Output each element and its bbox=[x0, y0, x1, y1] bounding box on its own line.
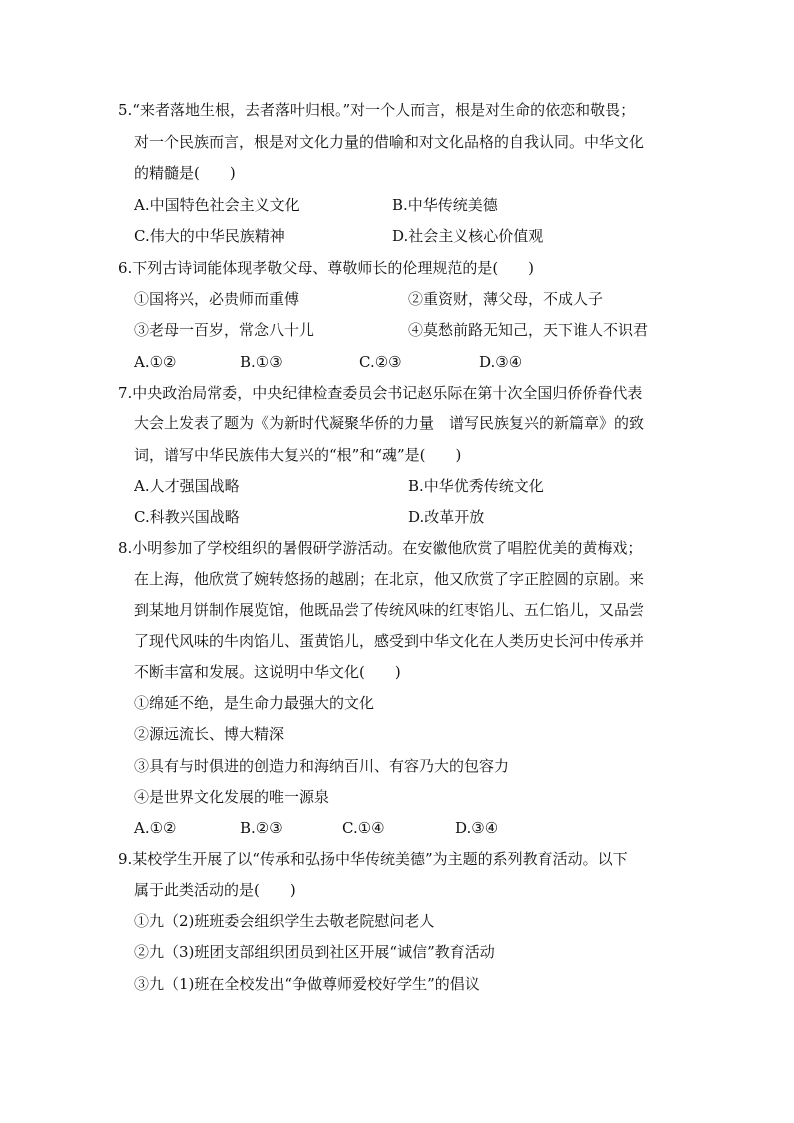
q8-item-4: ④是世界文化发展的唯一源泉 bbox=[134, 788, 330, 806]
q7-option-a: A.人才强国战略 bbox=[134, 477, 240, 495]
q8-option-a: A.①② bbox=[134, 819, 177, 837]
q8-stem-line-4: 了现代风味的牛肉馅儿、蛋黄馅儿，感受到中华文化在人类历史长河中传承并 bbox=[134, 632, 645, 650]
q6-item-4: ④莫愁前路无知己，天下谁人不识君 bbox=[408, 321, 649, 339]
q5-option-d: D.社会主义核心价值观 bbox=[392, 227, 544, 245]
q6-item-2: ②重资财，薄父母，不成人子 bbox=[408, 290, 604, 308]
q9-item-1: ①九（2)班班委会组织学生去敬老院慰问老人 bbox=[134, 912, 435, 930]
q7-option-d: D.改革开放 bbox=[408, 508, 485, 526]
q6-item-1: ①国将兴，必贵师而重傅 bbox=[134, 290, 300, 308]
q7-stem-line-1: 7.中央政治局常委，中央纪律检查委员会书记赵乐际在第十次全国归侨侨眷代表 bbox=[118, 384, 643, 402]
q8-option-c: C.①④ bbox=[342, 819, 385, 837]
q5-option-c: C.伟大的中华民族精神 bbox=[134, 227, 285, 245]
q5-stem-line-3: 的精髓是( ) bbox=[134, 164, 236, 182]
q6-option-d: D.③④ bbox=[479, 353, 523, 371]
q8-item-2: ②源远流长、博大精深 bbox=[134, 725, 285, 743]
q8-stem-line-5: 不断丰富和发展。这说明中华文化( ) bbox=[134, 663, 401, 681]
q7-option-b: B.中华优秀传统文化 bbox=[408, 477, 544, 495]
q8-option-b: B.②③ bbox=[240, 819, 283, 837]
q8-stem-line-2: 在上海，他欣赏了婉转悠扬的越剧；在北京，他又欣赏了字正腔圆的京剧。来 bbox=[134, 570, 645, 588]
q9-item-2: ②九（3)班团支部组织团员到社区开展“诚信”教育活动 bbox=[134, 943, 495, 961]
q9-stem-line-2: 属于此类活动的是( ) bbox=[134, 881, 296, 899]
q8-stem-line-1: 8.小明参加了学校组织的暑假研学游活动。在安徽他欣赏了唱腔优美的黄梅戏； bbox=[118, 539, 643, 557]
q8-option-d: D.③④ bbox=[455, 819, 499, 837]
q7-stem-line-3: 词，谱写中华民族伟大复兴的“根”和“魂”是( ) bbox=[134, 446, 462, 464]
q5-option-b: B.中华传统美德 bbox=[392, 196, 498, 214]
q6-stem-line-1: 6.下列古诗词能体现孝敬父母、尊敬师长的伦理规范的是( ) bbox=[118, 259, 535, 277]
q9-stem-line-1: 9.某校学生开展了以“传承和弘扬中华传统美德”为主题的系列教育活动。以下 bbox=[118, 850, 628, 868]
q6-option-a: A.①② bbox=[134, 353, 177, 371]
q7-stem-line-2: 大会上发表了题为《为新时代凝聚华侨的力量 谱写民族复兴的新篇章》的致 bbox=[134, 414, 645, 432]
q6-option-b: B.①③ bbox=[240, 353, 283, 371]
q5-option-a: A.中国特色社会主义文化 bbox=[134, 196, 300, 214]
q6-item-3: ③老母一百岁，常念八十儿 bbox=[134, 321, 315, 339]
q8-item-3: ③具有与时俱进的创造力和海纳百川、有容乃大的包容力 bbox=[134, 757, 510, 775]
q8-item-1: ①绵延不绝，是生命力最强大的文化 bbox=[134, 694, 375, 712]
q6-option-c: C.②③ bbox=[359, 353, 402, 371]
q5-stem-line-1: 5.“来者落地生根，去者落叶归根。”对一个人而言，根是对生命的依恋和敬畏； bbox=[118, 101, 636, 119]
q9-item-3: ③九（1)班在全校发出“争做尊师爱校好学生”的倡议 bbox=[134, 975, 480, 993]
q5-stem-line-2: 对一个民族而言，根是对文化力量的借喻和对文化品格的自我认同。中华文化 bbox=[134, 133, 645, 151]
q8-stem-line-3: 到某地月饼制作展览馆，他既品尝了传统风味的红枣馅儿、五仁馅儿，又品尝 bbox=[134, 601, 645, 619]
q7-option-c: C.科教兴国战略 bbox=[134, 508, 240, 526]
